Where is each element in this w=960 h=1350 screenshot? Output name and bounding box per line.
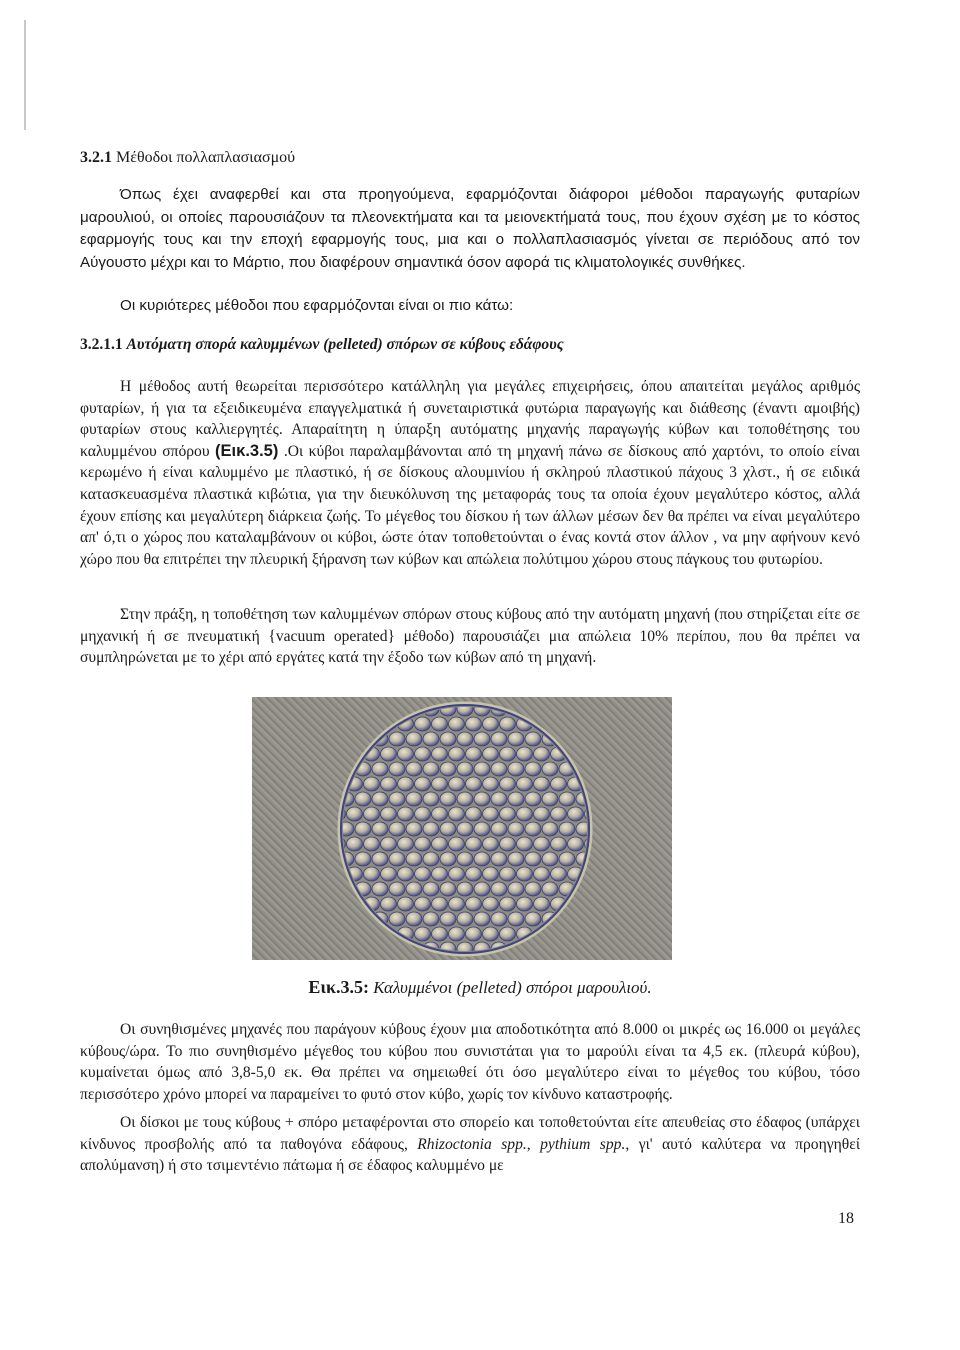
seed-pellet xyxy=(474,762,490,776)
seed-pellet xyxy=(432,867,448,881)
seed-pellet xyxy=(406,762,422,776)
seed-pellet xyxy=(491,912,507,926)
seed-pellet xyxy=(466,747,482,761)
seed-pellet xyxy=(449,927,465,941)
seed-pellet xyxy=(483,717,499,731)
seed-pellet xyxy=(355,792,371,806)
seed-pellet xyxy=(355,852,371,866)
seed-pellet xyxy=(525,762,541,776)
figure-caption xyxy=(0,977,960,998)
seed-pellet xyxy=(559,852,575,866)
section-heading xyxy=(80,149,860,167)
seed-pellet xyxy=(534,807,550,821)
seed-pellet xyxy=(415,747,431,761)
seed-pellet xyxy=(449,867,465,881)
seed-pellet xyxy=(542,792,558,806)
seed-pellet xyxy=(372,792,388,806)
seed-pellet xyxy=(508,792,524,806)
paragraph-automatic-seeding xyxy=(80,376,860,570)
seed-pellet xyxy=(364,807,380,821)
paragraph-a-text-after: .Οι κύβοι παραλαμβάνονται από τη μηχανή πάνω σε δίσκους από χαρτόνι, το οποίο είναι κερωμένο ή είναι καλυμμένο με πλαστικό, ή σε δίσκους αλουμινίου ή σκληρού πλαστικού πάχους 3 χλστ., ή σε ειδικά κατασκευασμένα πλαστικά κιβώτια, για την διευκόλυνση της μεταφοράς τους τα οποία έχουν μεγαλύτερο κόστος, αλλά έχουν επίσης και μεγαλύτερη διάρκεια ζωής. Το μέγεθος του δίσκου ή των άλλων μέσων δεν θα πρέπει να είναι μεγαλύτερο απ' ό,τι ο χώρος που καταλαμβάνουν οι κύβοι, ώστε όταν τοποθετούνται ο ένας κοντά στον άλλον , να μην αφήνουν κενό χώρο που θα επιτρέπει την πλευρική ξήρανση των κύβων και απώλεια πολύτιμου χώρου στους πάγκους του φυτωρίου. xyxy=(80,442,860,568)
seed-pellet xyxy=(551,867,567,881)
seed-pellet xyxy=(389,762,405,776)
page-number: 18 xyxy=(838,1210,854,1227)
seed-pellet xyxy=(381,867,397,881)
seed-pellet xyxy=(525,852,541,866)
seed-pellet xyxy=(534,747,550,761)
seed-pellet xyxy=(517,777,533,791)
seed-pellet xyxy=(491,852,507,866)
seed-pellet xyxy=(389,852,405,866)
seed-pellet xyxy=(347,837,363,851)
seed-pellet xyxy=(457,762,473,776)
seed-pellet xyxy=(491,792,507,806)
seed-pellet xyxy=(372,882,388,896)
seed-pellet xyxy=(415,837,431,851)
intro-paragraph: Όπως έχει αναφερθεί και στα προηγούμενα, εφαρμόζονται διάφοροι μέθοδοι παραγωγής φυταρίων μαρουλιού, οι οποίες παρουσιάζουν τα πλεονεκτήματα και τα μειονεκτήματά τους, που έχουν σχέση με το κόστος εφαρμογής τους και την εποχή εφαρμογής τους, μια και ο πολλαπλασιασμός γίνεται σε περιόδους από τον Αύγουστο μέχρι και το Μάρτιο, που διαφέρουν σημαντικά όσον αφορά τις κλιματολογικές συνθήκες. xyxy=(80,186,860,271)
seed-pellet xyxy=(491,822,507,836)
seed-pellet xyxy=(389,882,405,896)
seed-pellet xyxy=(508,822,524,836)
seed-pellet xyxy=(483,807,499,821)
seed-pellet xyxy=(457,822,473,836)
seed-pellet xyxy=(372,762,388,776)
seed-pellet xyxy=(508,732,524,746)
seed-pellet xyxy=(517,867,533,881)
seed-pellet xyxy=(432,837,448,851)
seed-pellet xyxy=(517,837,533,851)
seed-pellet xyxy=(415,927,431,941)
seed-pellet xyxy=(423,912,439,926)
paragraph-cube-machines: Οι συνηθισμένες μηχανές που παράγουν κύβους έχουν μια αποδοτικότητα από 8.000 οι μικρές ως 16.000 οι μεγάλες κύβους/ώρα. Το πιο συνηθισμένο μέγεθος του κύβου που συνιστάται για το μαρούλι είναι τα 4,5 εκ. (πλευρά κύβου), κυμαίνεται όμως από 3,8-5,0 εκ. Θα πρέπει να σημειωθεί ότι όσο μεγαλύτερο είναι το μέγεθος του κύβου, τόσο περισσότερο χρόνο μπορεί να παραμείνει το φυτό στον κύβο, χωρίς τον κίνδυνο καταστροφής. xyxy=(80,1021,860,1103)
seed-pellet xyxy=(432,777,448,791)
section-title: Μέθοδοι πολλαπλασιασμού xyxy=(116,149,296,166)
seed-pellet xyxy=(534,867,550,881)
figure-caption-text: Καλυμμένοι (pelleted) σπόροι μαρουλιού. xyxy=(373,978,652,997)
seed-pellet xyxy=(398,867,414,881)
seed-pellet xyxy=(542,852,558,866)
seed-pellet xyxy=(466,837,482,851)
pathogen-rhizoctonia: Rhizoctonia spp. xyxy=(417,1135,527,1153)
seed-pellet xyxy=(559,822,575,836)
seed-pellet xyxy=(508,762,524,776)
seed-pellet xyxy=(449,747,465,761)
figure-reference: (Εικ.3.5) xyxy=(215,441,279,460)
seed-pellet xyxy=(483,747,499,761)
seed-pellet xyxy=(423,732,439,746)
seed-pellet xyxy=(440,852,456,866)
seed-pellet xyxy=(500,777,516,791)
seed-pellet xyxy=(525,882,541,896)
seed-pellet xyxy=(457,792,473,806)
seed-pellet xyxy=(423,882,439,896)
seed-pellet xyxy=(483,837,499,851)
seed-pellet xyxy=(474,822,490,836)
pathogen-pythium: pythium spp. xyxy=(540,1135,626,1153)
seed-pellet xyxy=(364,837,380,851)
subsection-heading xyxy=(80,336,860,354)
subsection-number: 3.2.1.1 xyxy=(80,336,123,353)
seed-pellet xyxy=(415,717,431,731)
seed-pellet xyxy=(457,882,473,896)
seed-pellet xyxy=(466,807,482,821)
paragraph-trays-transfer xyxy=(80,1112,860,1177)
seed-pellet xyxy=(474,912,490,926)
seed-pellet xyxy=(440,912,456,926)
seed-pellet xyxy=(440,762,456,776)
seed-pellet xyxy=(525,822,541,836)
seed-pellet xyxy=(364,777,380,791)
seed-pellet xyxy=(508,912,524,926)
seed-pellet xyxy=(372,852,388,866)
seed-pellet xyxy=(534,777,550,791)
seed-pellet xyxy=(406,852,422,866)
seed-pellet xyxy=(440,732,456,746)
paragraph-d-text-mid: , xyxy=(526,1135,541,1153)
seed-pellet xyxy=(398,897,414,911)
scan-margin-mark xyxy=(24,20,26,130)
seed-pellet xyxy=(381,747,397,761)
seed-pellet xyxy=(381,807,397,821)
seed-pellet xyxy=(542,822,558,836)
seed-pellet xyxy=(534,897,550,911)
seed-pellet xyxy=(508,882,524,896)
seed-pellet xyxy=(457,852,473,866)
seed-pellet xyxy=(474,852,490,866)
seed-pellet xyxy=(483,897,499,911)
seed-pellet xyxy=(500,747,516,761)
seed-pellet xyxy=(423,822,439,836)
seed-pellet xyxy=(406,912,422,926)
seed-pellet xyxy=(559,792,575,806)
methods-intro: Οι κυριότερες μέθοδοι που εφαρμόζονται είναι οι πιο κάτω: xyxy=(120,297,514,314)
seed-pellet xyxy=(406,882,422,896)
seed-pellet xyxy=(491,762,507,776)
seed-pellet xyxy=(457,732,473,746)
seed-pellet xyxy=(491,882,507,896)
seed-pellet xyxy=(457,912,473,926)
paragraph-d-text-after: , γι' αυτό καλύτερα να προηγηθεί απολύμανση) ή στο τσιμεντένιο πάτωμα ή σε έδαφος καλυμμένο με xyxy=(80,1135,861,1175)
seed-pellet xyxy=(491,732,507,746)
seed-pellet xyxy=(406,792,422,806)
seed-pellet xyxy=(423,762,439,776)
seed-pellet xyxy=(500,897,516,911)
seed-pellet xyxy=(551,777,567,791)
seed-pellet xyxy=(525,732,541,746)
seed-pellet xyxy=(415,807,431,821)
seed-pellet xyxy=(542,882,558,896)
seed-pellet xyxy=(355,822,371,836)
seed-pellet xyxy=(432,747,448,761)
pelleted-seeds-illustration xyxy=(252,697,672,960)
seed-pellet xyxy=(551,807,567,821)
seed-pellet xyxy=(381,837,397,851)
seed-pellet xyxy=(389,822,405,836)
seed-pellet xyxy=(389,732,405,746)
seed-pellet xyxy=(398,837,414,851)
seed-pellet xyxy=(508,852,524,866)
pelleted-seeds-photo xyxy=(252,697,672,960)
seed-pellet xyxy=(440,792,456,806)
seed-pellet xyxy=(568,837,584,851)
seed-pellet xyxy=(423,852,439,866)
seed-pellet xyxy=(551,837,567,851)
paragraph-machine-losses: Στην πράξη, η τοποθέτηση των καλυμμένων σπόρων στους κύβους από την αυτόματη μηχανή (που στηρίζεται είτε σε μηχανική ή σε πνευματική {vacuum operated} μέθοδο) παρουσιάζει μια απώλεια 10% περίπου, που θα πρέπει να συμπληρώνεται με το χέρι από εργάτες κατά την έξοδο των κύβων από τη μηχανή. xyxy=(80,606,860,667)
seed-pellet xyxy=(568,807,584,821)
seed-pellet xyxy=(398,777,414,791)
seed-pellet xyxy=(466,867,482,881)
seed-pellet xyxy=(449,837,465,851)
seed-pellet xyxy=(347,807,363,821)
seed-pellet xyxy=(389,792,405,806)
seed-pellet xyxy=(440,822,456,836)
section-number: 3.2.1 xyxy=(80,149,112,166)
seed-pellet xyxy=(406,822,422,836)
seed-pellet xyxy=(449,777,465,791)
seed-pellet xyxy=(432,807,448,821)
seed-pellet xyxy=(381,777,397,791)
seed-pellet xyxy=(517,747,533,761)
seed-pellet xyxy=(500,837,516,851)
seed-pellet xyxy=(500,927,516,941)
seed-pellet xyxy=(500,807,516,821)
seed-pellet xyxy=(415,867,431,881)
seed-pellet xyxy=(500,867,516,881)
seed-pellet xyxy=(525,792,541,806)
seed-pellet xyxy=(406,732,422,746)
seed-pellet xyxy=(474,792,490,806)
seed-pellet xyxy=(466,777,482,791)
seed-pellet xyxy=(474,732,490,746)
seed-pellet xyxy=(466,717,482,731)
seed-pellet xyxy=(423,792,439,806)
seed-pellet xyxy=(432,897,448,911)
seed-pellet xyxy=(372,822,388,836)
seed-pellet xyxy=(415,897,431,911)
seed-pellet xyxy=(432,927,448,941)
seed-pellet xyxy=(432,717,448,731)
subsection-title: Αυτόματη σπορά καλυμμένων (pelleted) σπόρων σε κύβους εδάφους xyxy=(126,336,564,353)
paragraph-a-text-before: Η μέθοδος αυτή θεωρείται περισσότερο κατάλληλη για μεγάλες επιχειρήσεις, όπου απαιτείται μεγάλος αριθμός φυταρίων, ή για τα εξειδικευμένα επαγγελματικά ή συνεταιριστικά φυτώρια παραγωγής και διάθεσης (έναντι αμοιβής) φυταρίων στους καλλιεργητές. Απαραίτητη η ύπαρξη αυτόματης μηχανής παραγωγής κύβων και τοποθέτησης του καλυμμένου σπόρου xyxy=(80,378,860,460)
seed-pellet xyxy=(500,717,516,731)
seed-pellet xyxy=(517,807,533,821)
seed-pellet xyxy=(483,777,499,791)
seed-pellet xyxy=(525,912,541,926)
seed-pellet xyxy=(483,927,499,941)
paragraph-d-text-before: Οι δίσκοι με τους κύβους + σπόρο μεταφέρονται στο σπορείο και τοποθετούνται είτε απευθείας στο έδαφος (υπάρχει κίνδυνος προσβολής από τα παθογόνα εδάφους, xyxy=(80,1114,860,1153)
seed-pellet xyxy=(517,897,533,911)
seed-pellet xyxy=(542,762,558,776)
seed-pellet xyxy=(398,807,414,821)
seed-pellet xyxy=(534,837,550,851)
seed-pellet xyxy=(483,867,499,881)
seed-pellet xyxy=(466,927,482,941)
seed-pellet xyxy=(474,882,490,896)
seed-pellet xyxy=(398,747,414,761)
seed-pellet xyxy=(449,717,465,731)
seed-pellet xyxy=(389,912,405,926)
seed-pellet xyxy=(440,882,456,896)
seed-pellet xyxy=(466,897,482,911)
seed-pellet xyxy=(415,777,431,791)
seed-pellet xyxy=(449,807,465,821)
seed-pellet xyxy=(381,897,397,911)
seed-pellet xyxy=(449,897,465,911)
seed-cluster xyxy=(330,702,601,956)
figure-label: Εικ.3.5: xyxy=(308,977,369,997)
seed-pellet xyxy=(364,867,380,881)
